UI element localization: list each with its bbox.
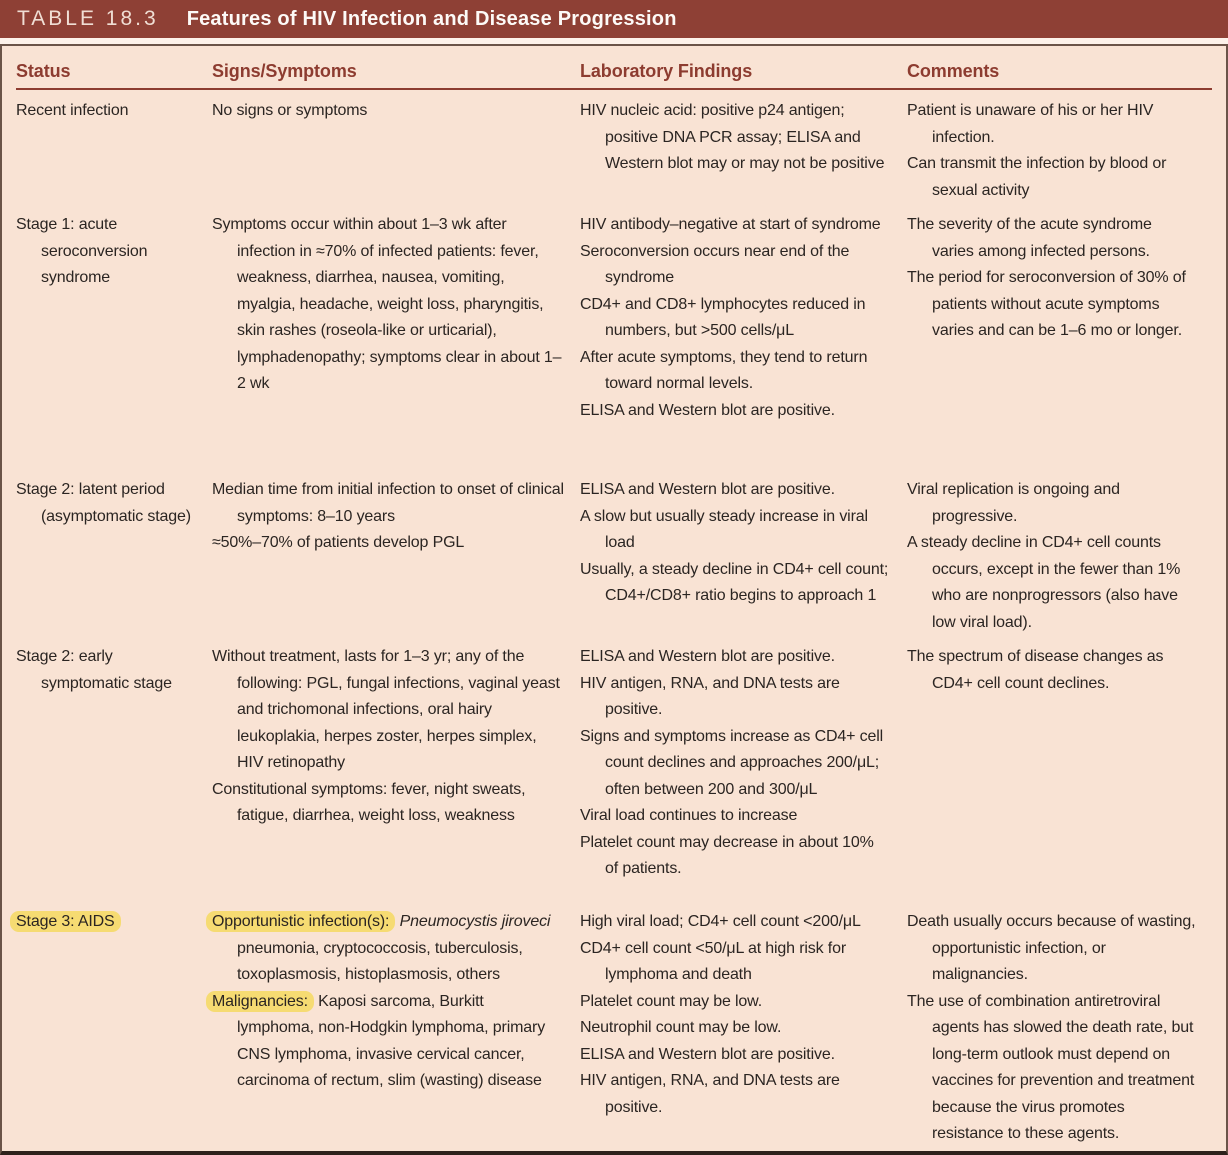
cell-status — [16, 644, 212, 697]
text-segment: Viral load continues to increase — [580, 807, 798, 824]
paragraph — [580, 644, 891, 671]
cell-signs — [212, 644, 580, 830]
text-segment: No signs or symptoms — [212, 102, 368, 119]
paragraph — [580, 724, 891, 804]
paragraph — [580, 98, 891, 178]
cell-comments — [907, 644, 1212, 697]
text-segment: The spectrum of disease changes as CD4+ cell count declines. — [907, 648, 1164, 692]
paragraph — [580, 803, 891, 830]
text-segment: Neutrophil count may be low. — [580, 1019, 782, 1036]
cell-signs — [212, 98, 580, 125]
paragraph — [580, 1015, 891, 1042]
paragraph — [16, 644, 196, 697]
table-title-bar — [0, 0, 1228, 38]
paragraph — [907, 477, 1196, 530]
paragraph — [907, 909, 1196, 989]
cell-labs — [580, 909, 907, 1121]
paragraph — [580, 936, 891, 989]
text-segment: ELISA and Western blot are positive. — [580, 1045, 835, 1063]
paragraph — [16, 212, 196, 292]
text-segment: Platelet count may decrease in about 10% of patients. — [580, 833, 874, 877]
column-header-row — [16, 46, 1212, 90]
text-segment: ELISA and Western blot are positive. — [580, 481, 835, 498]
hiv-progression-table — [0, 44, 1228, 1155]
column-header-labs: Laboratory Findings — [580, 61, 753, 81]
cell-comments — [907, 212, 1212, 345]
text-segment: Stage 2: early symptomatic stage — [16, 648, 172, 692]
highlighted-text: Malignancies: — [206, 991, 314, 1012]
paragraph — [580, 345, 891, 398]
paragraph — [16, 477, 196, 530]
text-segment: The period for seroconversion of 30% of patients without acute symptoms varies and can be 1–6 mo or longer. — [907, 269, 1186, 339]
paragraph — [580, 477, 891, 504]
paragraph — [907, 98, 1196, 151]
cell-status — [16, 477, 212, 530]
paragraph — [580, 909, 891, 936]
paragraph — [212, 644, 564, 777]
text-segment: Can transmit the infection by blood or sexual activity — [907, 155, 1167, 199]
paragraph — [580, 398, 891, 425]
text-segment: Median time from initial infection to onset of clinical symptoms: 8–10 years — [212, 481, 564, 525]
paragraph — [580, 830, 891, 883]
cell-labs — [580, 98, 907, 178]
highlighted-text: Opportunistic infection(s): — [206, 911, 395, 932]
paragraph — [907, 151, 1196, 204]
paragraph — [580, 504, 891, 557]
text-segment: Kaposi sarcoma, Burkitt lymphoma, non-Hodgkin lymphoma, primary CNS lymphoma, invasive cervical cancer, carcinoma of rectum, slim (wasting) disease — [237, 992, 546, 1089]
paragraph — [212, 909, 564, 989]
text-segment: pneumonia, cryptococcosis, tuberculosis, toxoplasmosis, histoplasmosis, others — [237, 939, 523, 983]
text-segment: Symptoms occur within about 1–3 wk after infection in ≈70% of infected patients: fever, weakness, diarrhea, nausea, vomiting, myalgia, headache, weight loss, pharyngitis, skin rashes (roseola-like or urticarial), lymphadenopathy; symptoms clear in about 1–2 wk — [212, 216, 562, 392]
table-row — [16, 636, 1212, 901]
cell-labs — [580, 644, 907, 883]
paragraph — [580, 989, 891, 1016]
table-title: Features of HIV Infection and Disease Progression — [186, 7, 677, 30]
text-segment: Patient is unaware of his or her HIV infection. — [907, 102, 1154, 146]
text-segment: ELISA and Western blot are positive. — [580, 648, 835, 665]
paragraph — [212, 777, 564, 830]
table-body — [16, 90, 1212, 1148]
text-segment: HIV antigen, RNA, and DNA tests are positive. — [580, 674, 840, 718]
text-segment: A steady decline in CD4+ cell counts occurs, except in the fewer than 1% who are nonprogressors (also have low viral load). — [907, 534, 1181, 631]
text-segment: After acute symptoms, they tend to return toward normal levels. — [580, 348, 868, 392]
text-segment: HIV nucleic acid: positive p24 antigen; positive DNA PCR assay; ELISA and Western blot may or may not be positive — [580, 102, 885, 172]
text-segment: Recent infection — [16, 102, 129, 119]
text-segment: ELISA and Western blot are positive. — [580, 401, 835, 419]
paragraph — [212, 989, 564, 1095]
text-segment: CD4+ cell count <50/μL at high risk for lymphoma and death — [580, 939, 847, 983]
cell-comments — [907, 98, 1212, 204]
cell-labs — [580, 212, 907, 424]
text-segment: Seroconversion occurs near end of the syndrome — [580, 242, 850, 286]
column-header-signs: Signs/Symptoms — [212, 61, 357, 81]
table-row — [16, 901, 1212, 1148]
text-segment: Stage 1: acute seroconversion syndrome — [16, 216, 148, 286]
paragraph — [212, 212, 564, 398]
cell-status — [16, 98, 212, 125]
text-segment: HIV antigen, RNA, and DNA tests are positive. — [580, 1072, 840, 1116]
text-segment: HIV antibody–negative at start of syndrome — [580, 216, 881, 233]
text-segment: Viral replication is ongoing and progressive. — [907, 481, 1120, 525]
paragraph — [907, 989, 1196, 1148]
paragraph — [907, 265, 1196, 345]
paragraph — [212, 477, 564, 530]
text-segment: Constitutional symptoms: fever, night sweats, fatigue, diarrhea, weight loss, weakness — [212, 780, 526, 824]
table-row — [16, 90, 1212, 204]
cell-comments — [907, 909, 1212, 1148]
paragraph — [580, 239, 891, 292]
cell-comments — [907, 477, 1212, 636]
paragraph — [16, 909, 196, 936]
paragraph — [907, 644, 1196, 697]
text-segment: Without treatment, lasts for 1–3 yr; any of the following: PGL, fungal infections, vaginal yeast and trichomonal infections, oral hairy leukoplakia, herpes zoster, herpes simplex, HIV retinopathy — [212, 648, 560, 771]
cell-labs — [580, 477, 907, 610]
table-row — [16, 204, 1212, 469]
text-segment: ≈50%–70% of patients develop PGL — [212, 534, 465, 551]
paragraph — [907, 530, 1196, 636]
column-header-status: Status — [16, 61, 71, 81]
cell-signs — [212, 212, 580, 398]
paragraph — [16, 98, 196, 125]
text-segment: Usually, a steady decline in CD4+ cell count; CD4+/CD8+ ratio begins to approach 1 — [580, 560, 889, 604]
highlighted-text: Stage 3: AIDS — [10, 911, 121, 932]
text-segment: CD4+ and CD8+ lymphocytes reduced in numbers, but >500 cells/μL — [580, 295, 866, 339]
text-segment: High viral load; CD4+ cell count <200/μL — [580, 913, 861, 930]
paragraph — [580, 671, 891, 724]
text-segment: Platelet count may be low. — [580, 992, 762, 1010]
text-segment: Death usually occurs because of wasting, opportunistic infection, or malignancies. — [907, 913, 1196, 983]
paragraph — [907, 212, 1196, 265]
paragraph — [580, 1068, 891, 1121]
paragraph — [212, 530, 564, 557]
table-number-label: TABLE 18.3 — [17, 7, 159, 30]
paragraph — [580, 212, 891, 239]
cell-status — [16, 909, 212, 936]
paragraph — [580, 557, 891, 610]
table-row — [16, 469, 1212, 636]
text-segment: Stage 2: latent period (asymptomatic stage) — [16, 481, 191, 525]
text-segment: The use of combination antiretroviral agents has slowed the death rate, but long-term outlook must depend on vaccines for prevention and treatment because the virus promotes resistance to these agents. — [907, 992, 1195, 1142]
text-segment: A slow but usually steady increase in viral load — [580, 507, 868, 551]
column-header-comments: Comments — [907, 61, 1000, 81]
cell-signs — [212, 477, 580, 557]
text-segment: The severity of the acute syndrome varies among infected persons. — [907, 216, 1152, 260]
paragraph — [580, 292, 891, 345]
cell-signs — [212, 909, 580, 1095]
text-segment: Signs and symptoms increase as CD4+ cell count declines and approaches 200/μL; often between 200 and 300/μL — [580, 727, 884, 798]
cell-status — [16, 212, 212, 292]
text-segment: Pneumocystis jiroveci — [399, 913, 551, 930]
paragraph — [212, 98, 564, 125]
paragraph — [580, 1042, 891, 1069]
